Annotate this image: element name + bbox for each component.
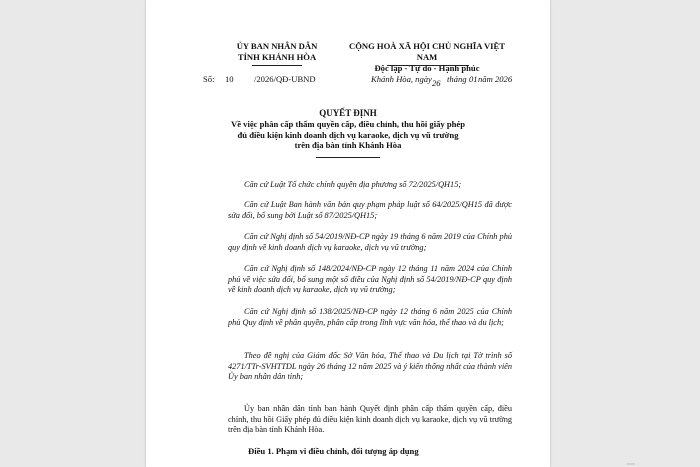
document-page[interactable] xyxy=(146,0,550,467)
date-day: 26 xyxy=(432,78,441,88)
date-month-label: tháng xyxy=(447,74,467,84)
date-month: 01 xyxy=(469,74,478,84)
legal-basis-paragraph: Căn cứ Luật Ban hành văn bản quy phạm pháp luật số 64/2025/QH15 đã được sửa đổi, bổ sung bởi Luật số 87/2025/QH15; xyxy=(228,200,512,220)
subject-underline xyxy=(316,157,380,158)
legal-basis-paragraph: Căn cứ Nghị định số 148/2024/NĐ-CP ngày 12 tháng 11 năm 2024 của Chính phủ về việc sửa đổi, bổ sung một số điều của Nghị định số 54/2019/NĐ-CP quy định về kinh doanh dịch vụ karaoke, dịch vụ vũ trường; xyxy=(228,264,512,295)
proposal-paragraph: Theo đề nghị của Giám đốc Sở Văn hóa, Thể thao và Du lịch tại Tờ trình số 4271/TTr-SVHTTDL ngày 26 tháng 12 năm 2025 và ý kiến thống nhất của thành viên Ủy ban nhân dân tỉnh; xyxy=(228,351,512,382)
doc-number-value: 10 xyxy=(225,74,234,84)
national-header xyxy=(342,41,512,74)
enactment-paragraph: Ủy ban nhân dân tỉnh ban hành Quyết định phân cấp thẩm quyền cấp, điều chỉnh, thu hồi Giấy phép đủ điều kiện kinh doanh dịch vụ karaoke, dịch vụ vũ trường trên địa bàn tỉnh Khánh Hòa. xyxy=(228,404,512,435)
date-year: năm 2026 xyxy=(478,74,513,84)
agency-underline xyxy=(252,65,302,66)
document-title: QUYẾT ĐỊNH xyxy=(319,108,377,118)
doc-number-label: Số: xyxy=(203,74,215,84)
document-subject: Về việc phân cấp thẩm quyền cấp, điều chỉnh, thu hồi giấy phép đủ điều kiện kinh doanh dịch vụ karaoke, dịch vụ vũ trường trên địa bàn tỉnh Khánh Hòa xyxy=(231,119,465,151)
legal-basis-paragraph: Căn cứ Nghị định số 138/2025/NĐ-CP ngày 12 tháng 6 năm 2025 của Chính phủ Quy định về phân quyền, phân cấp trong lĩnh vực văn hóa, thể thao và du lịch; xyxy=(228,307,512,327)
date-place: Khánh Hòa, ngày xyxy=(371,74,432,84)
issuing-agency-line2: TỈNH KHÁNH HÒA xyxy=(237,52,317,62)
article-1-heading: Điều 1. Phạm vi điều chỉnh, đối tượng áp dụng xyxy=(248,446,419,456)
issuing-agency-line1: ỦY BAN NHÂN DÂN xyxy=(236,41,318,51)
national-motto: Độc lập - Tự do - Hạnh phúc xyxy=(374,63,480,73)
national-name: CỘNG HOÀ XÃ HỘI CHỦ NGHĨA VIỆT NAM xyxy=(349,41,505,62)
legal-basis-paragraph: Căn cứ Nghị định số 54/2019/NĐ-CP ngày 19 tháng 6 năm 2019 của Chính phủ quy định về kinh doanh dịch vụ karaoke, dịch vụ vũ trường; xyxy=(228,232,512,252)
issuing-agency xyxy=(218,41,336,63)
resize-handle-icon xyxy=(627,461,635,465)
legal-basis-paragraph: Căn cứ Luật Tổ chức chính quyền địa phương số 72/2025/QH15; xyxy=(244,180,462,189)
doc-number-suffix: /2026/QĐ-UBND xyxy=(254,74,316,84)
motto-underline xyxy=(387,65,469,66)
